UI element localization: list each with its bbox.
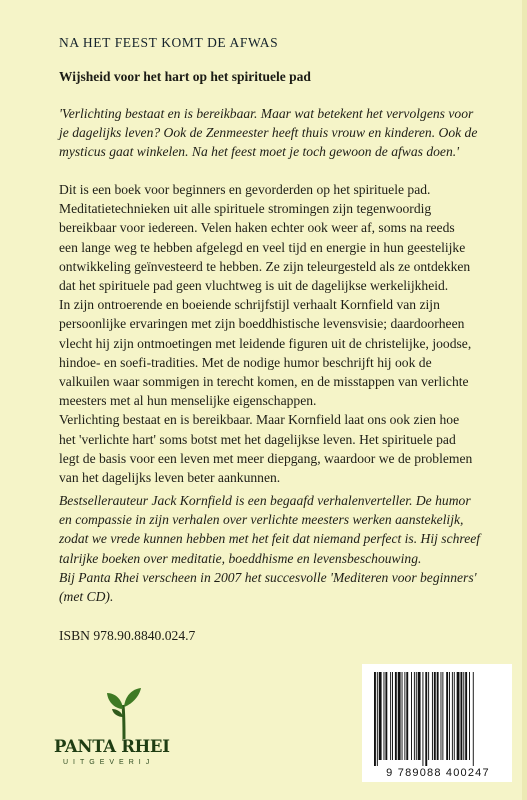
author-bio	[59, 491, 511, 606]
barcode-bar	[398, 672, 401, 760]
barcode-bar	[411, 672, 412, 760]
blurb-line: In zijn ontroerende en boeiende schrijfstijl verhaalt Kornfield van zijn	[59, 297, 440, 313]
book-title: NA HET FEEST KOMT DE AFWAS	[59, 35, 279, 50]
barcode-bars	[362, 664, 512, 782]
page-edge	[522, 0, 527, 800]
author-line: Bestsellerauteur Jack Kornfield is een begaafd verhalenverteller. De humor	[59, 493, 471, 508]
blurb-line: Verlichting bestaat en is bereikbaar. Maar Kornfield laat ons ook zien hoe	[59, 412, 460, 428]
barcode-bar	[428, 672, 429, 760]
sprout-icon	[106, 687, 142, 739]
author-line: talrijke boeken over meditatie, boeddhisme en levensbeschouwing.	[59, 550, 422, 566]
barcode-bar	[434, 672, 436, 760]
blurb-text	[59, 180, 511, 487]
author-line: zodat we vrede kunnen hebben met het feit dat niemand perfect is. Hij schreef	[59, 531, 481, 547]
blurb-line: bereikbaar voor iedereen. Velen haken echter ook weer af, soms na reeds	[59, 220, 455, 236]
isbn-number: ISBN 978.90.8840.024.7	[59, 628, 196, 643]
blurb-line: meesters met al hun menselijke eigenschappen.	[59, 393, 317, 409]
barcode-bar	[384, 672, 385, 760]
blurb-line: hindoe- en soefi-tradities. Met de nodige humor beschrijft hij ook de	[59, 354, 432, 370]
barcode-bar	[379, 672, 382, 760]
publisher-name: PANTA RHEI	[54, 737, 170, 756]
barcode-bar	[432, 672, 433, 760]
barcode-bar	[463, 672, 464, 760]
barcode-bar	[465, 672, 467, 760]
blurb-line: valkuilen waar sommigen in terecht komen, en de misstappen van verlichte	[59, 374, 469, 390]
barcode	[362, 664, 512, 782]
barcode-bar	[390, 672, 391, 760]
blurb-line: een lange weg te hebben afgelegd en veel tijd en energie in hun geestelijke	[59, 239, 466, 255]
barcode-bar	[406, 672, 408, 760]
blurb-line: legt de basis voor een leven met meer diepgang, waardoor we de problemen	[59, 450, 473, 466]
barcode-bar	[437, 672, 439, 760]
blurb-line: persoonlijke ervaringen met zijn boeddhistische levensvisie; daardoorheen	[59, 316, 465, 332]
barcode-bar	[414, 672, 415, 760]
barcode-bar	[425, 672, 427, 766]
author-line: Bij Panta Rhei verscheen in 2007 het succesvolle 'Mediteren voor beginners'	[59, 569, 477, 585]
barcode-bar	[452, 672, 453, 760]
blurb-line: vlecht hij zijn ontmoetingen met leidende figuren uit de christelijke, joodse,	[59, 335, 472, 351]
blurb-line: dat het spirituele pad geen vluchtweg is uit de dagelijkse werkelijkheid.	[59, 278, 449, 294]
barcode-bar	[422, 672, 423, 766]
barcode-bar	[449, 672, 450, 760]
barcode-bar	[441, 672, 442, 760]
blurb-line: van het dagelijks leven beter aankunnen.	[59, 470, 281, 486]
quote-line: je dagelijks leven? Ook de Zenmeester heeft thuis vrouw en kinderen. Ook de	[59, 125, 478, 141]
barcode-bar	[374, 672, 376, 766]
barcode-bar	[454, 672, 455, 760]
quote-line: mysticus gaat winkelen. Na het feest moet je toch gewoon de afwas doen.'	[59, 144, 460, 160]
barcode-bar	[457, 672, 460, 760]
barcode-number: 9 789088 400247	[386, 767, 490, 779]
blurb-line: Meditatietechnieken uit alle spirituele stromingen zijn tegenwoordig	[59, 201, 432, 217]
blurb-line: Dit is een boek voor beginners en gevorderden op het spirituele pad.	[59, 182, 431, 197]
cover-quote	[59, 104, 511, 162]
author-line: en compassie in zijn verhalen over verlichte meesters werken aanstekelijk,	[59, 512, 464, 528]
barcode-bar	[377, 672, 378, 766]
barcode-bar	[404, 672, 405, 760]
blurb-line: het 'verlichte hart' soms botst met het dagelijkse leven. Het spirituele pad	[59, 431, 456, 447]
barcode-bar	[392, 672, 393, 760]
barcode-bar	[416, 672, 417, 760]
barcode-bar	[469, 672, 470, 760]
book-subtitle: Wijsheid voor het hart op het spirituele pad	[59, 69, 311, 84]
barcode-bar	[473, 672, 474, 766]
barcode-bar	[442, 672, 443, 760]
barcode-bar	[402, 672, 403, 760]
barcode-bar	[385, 672, 387, 760]
barcode-bar	[460, 672, 462, 760]
publisher-subtitle: UITGEVERIJ	[63, 759, 155, 766]
publisher-logo	[40, 687, 190, 767]
barcode-bar	[395, 672, 397, 760]
barcode-bar	[418, 672, 421, 760]
author-line: (met CD).	[59, 589, 114, 605]
quote-line: 'Verlichting bestaat en is bereikbaar. Maar wat betekent het vervolgens voor	[59, 106, 474, 121]
blurb-line: ontwikkeling geïnvesteerd te hebben. Ze zijn teleurgesteld als ze ontdekken	[59, 258, 471, 274]
barcode-bar	[446, 672, 448, 760]
